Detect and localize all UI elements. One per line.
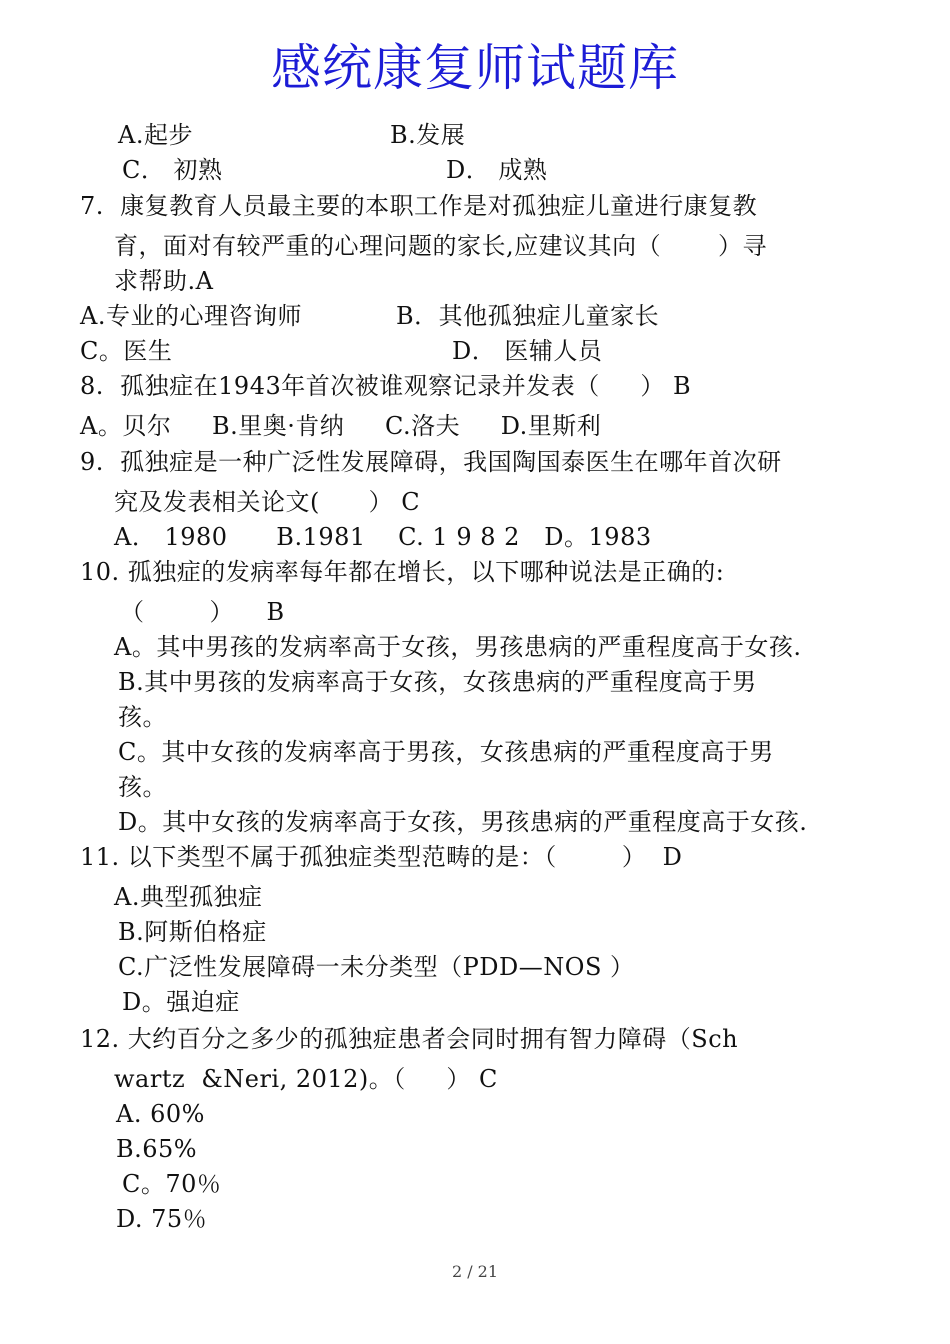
q12-option-b: B.65% [116,1135,198,1163]
q10-text-line1: 10. 孤独症的发病率每年都在增长，以下哪种说法是正确的: [80,558,725,586]
q11-text: 11. 以下类型不属于孤独症类型范畴的是：（ ） D [80,843,683,871]
q9-options: A． 1980 B.1981 C. 1 9 8 2 D。1983 [114,523,652,551]
q11-option-a: A.典型孤独症 [114,883,263,911]
q12-option-d: D. 75％ [116,1205,208,1233]
q7-text-line1: 7. 康复教育人员最主要的本职工作是对孤独症儿童进行康复教 [80,192,758,220]
q7-option-b: B．其他孤独症儿童家长 [396,302,660,330]
q6-option-c: C． 初熟 [122,156,223,184]
q10-option-c-line2: 孩。 [118,773,167,801]
page-title: 感统康复师试题库 [271,39,679,97]
q9-text-line2: 究及发表相关论文( ） C [114,488,421,516]
q12-text-line1: 12. 大约百分之多少的孤独症患者会同时拥有智力障碍（Sch [80,1025,739,1053]
q10-option-c-line1: C。其中女孩的发病率高于男孩，女孩患病的严重程度高于男 [118,738,774,766]
page-number: 2 / 21 [451,1262,499,1281]
q8-options: A。贝尔 B.里奥·肯纳 C.洛夫 D.里斯利 [80,412,602,440]
q7-text-line2: 育，面对有较严重的心理问题的家长,应建议其向（ ）寻 [114,232,768,260]
q6-option-b: B.发展 [390,121,466,149]
q12-text-line2: wartz &Neri, 2012)。（ ） C [114,1065,498,1093]
q6-option-a: A.起步 [118,121,193,149]
q10-option-d: D。其中女孩的发病率高于女孩，男孩患病的严重程度高于女孩. [118,808,808,836]
q11-option-c: C.广泛性发展障碍一未分类型（PDD—NOS ） [118,953,635,981]
q7-option-d: D． 医辅人员 [452,337,603,365]
q8-text: 8. 孤独症在1943年首次被谁观察记录并发表（ ） B [80,372,692,400]
q12-option-a: A. 60% [116,1100,205,1128]
q10-option-b-line1: B.其中男孩的发病率高于女孩，女孩患病的严重程度高于男 [118,668,757,696]
q12-option-c: C。70％ [122,1170,222,1198]
q9-text-line1: 9. 孤独症是一种广泛性发展障碍，我国陶国泰医生在哪年首次研 [80,448,782,476]
q10-option-a: A。其中男孩的发病率高于女孩，男孩患病的严重程度高于女孩. [114,633,802,661]
q11-option-b: B.阿斯伯格症 [118,918,267,946]
q11-option-d: D。强迫症 [122,988,240,1016]
q10-option-b-line2: 孩。 [118,703,167,731]
q7-text-line3: 求帮助.A [114,267,214,295]
q10-text-line2: （ ） B [120,598,285,626]
q7-option-c: C。医生 [80,337,173,365]
q7-option-a: A.专业的心理咨询师 [80,302,302,330]
q6-option-d: D． 成熟 [446,156,548,184]
